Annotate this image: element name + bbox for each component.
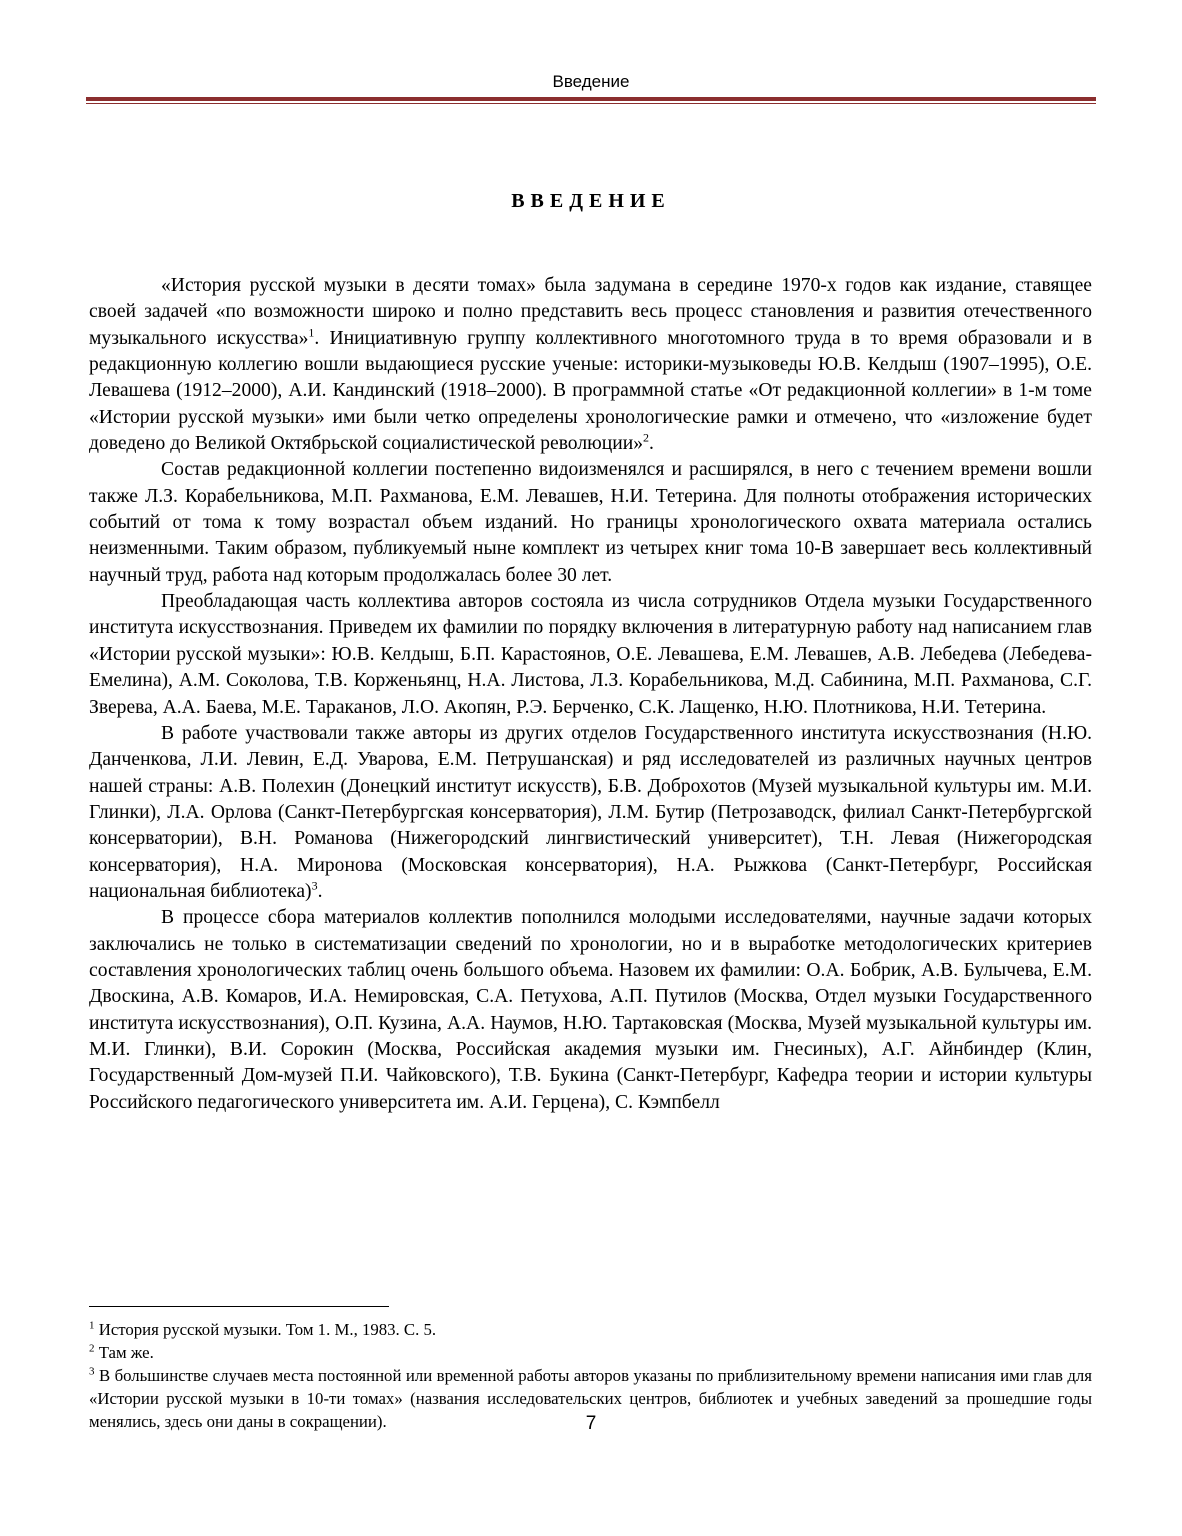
- paragraph: [89, 905, 1092, 1116]
- footnote-text: История русской музыки. Том 1. М., 1983. С. 5.: [94, 1320, 437, 1339]
- footnote-ref: 2: [643, 430, 650, 445]
- footnote-mark: 2: [89, 1342, 95, 1355]
- chapter-title: ВВЕДЕНИЕ: [511, 190, 671, 212]
- page-number: 7: [585, 1413, 597, 1434]
- footnote: [89, 1318, 1092, 1341]
- body-text: [89, 273, 1092, 1116]
- paragraph-text: Состав редакционной коллегии постепенно видоизменялся и расширялся, в него с течением времени вошли также Л.З. Корабельникова, М.П. Рахманова, Е.М. Левашев, Н.И. Тетерина. Для полноты отображения исторических событий от тома к тому возрастал объем изданий. Но границы хронологического охвата материала остались неизменными. Таким образом, публикуемый ныне комплект из четырех книг тома 10-В завершает весь коллективный научный труд, работа над которым продолжалась более 30 лет.: [89, 459, 1092, 586]
- footnote-ref: 1: [308, 325, 315, 340]
- paragraph-text: В процессе сбора материалов коллектив пополнился молодыми исследователями, научные задачи которых заключались не только в систематизации сведений по хронологии, но и в выработке методологических критериев составления хронологических таблиц очень большого объема. Назовем их фамилии: О.А. Бобрик, А.В. Булычева, Е.М. Двоскина, А.В. Комаров, И.А. Немировская, С.А. Петухова, А.П. Путилов (Москва, Отдел музыки Государственного института искусствознания), О.П. Кузина, А.А. Наумов, Н.Ю. Тартаковская (Москва, Музей музыкальной культуры им. М.И. Глинки), В.И. Сорокин (Москва, Российская академия музыки им. Гнесиных), А.Г. Айнбиндер (Клин, Государственный Дом-музей П.И. Чайковского), Т.В. Букина (Санкт-Петербург, Кафедра теории и истории культуры Российского педагогического университета им. А.И. Герцена), С. Кэмпбелл: [89, 907, 1092, 1113]
- footnote-mark: 1: [89, 1319, 95, 1332]
- footnote-mark: 3: [89, 1365, 95, 1378]
- paragraph-text: Преобладающая часть коллектива авторов состояла из числа сотрудников Отдела музыки Государственного института искусствознания. Приведем их фамилии по порядку включения в литературную работу над написанием глав «Истории русской музыки»: Ю.В. Келдыш, Б.П. Карастоянов, О.Е. Левашева, Е.М. Левашев, А.В. Лебедева (Лебедева-Емелина), А.М. Соколова, Т.В. Корженьянц, Н.А. Листова, Л.З. Корабельникова, М.Д. Сабинина, М.П. Рахманова, С.Г. Зверева, А.А. Баева, М.Е. Тараканов, Л.О. Акопян, Р.Э. Берченко, С.К. Лащенко, Н.Ю. Плотникова, Н.И. Тетерина.: [89, 591, 1092, 718]
- header-rule-thin: [86, 103, 1096, 104]
- paragraph-text: «История русской музыки в десяти томах» была задумана в середине 1970-х годов как издание, ставящее своей задачей «по возможности широко и полно представить весь процесс становления и развития отечественного музыкального искусства»: [89, 275, 1092, 349]
- paragraph-text: .: [649, 433, 654, 455]
- running-header: Введение: [552, 72, 630, 91]
- paragraph: [89, 273, 1092, 457]
- paragraph: [89, 721, 1092, 905]
- footnote-text: В большинстве случаев места постоянной или временной работы авторов указаны по приблизительному времени написания ими глав для «Истории русской музыки в 10-ти томах» (названия исследовательских центров, библиотек и учебных заведений за прошедшие годы менялись, здесь они даны в сокращении).: [89, 1366, 1092, 1431]
- paragraph-text: В работе участвовали также авторы из других отделов Государственного института искусствознания (Н.Ю. Данченкова, Л.И. Левин, Е.Д. Уварова, Е.М. Петрушанская) и ряд исследователей из различных научных центров нашей страны: А.В. Полехин (Донецкий институт искусств), Б.В. Доброхотов (Музей музыкальной культуры им. М.И. Глинки), Л.А. Орлова (Санкт-Петербургская консерватория), Л.М. Бутир (Петрозаводск, филиал Санкт-Петербургской консерватории), В.Н. Романова (Нижегородский лингвистический университет), Т.Н. Левая (Нижегородская консерватория), Н.А. Миронова (Московская консерватория), Н.А. Рыжкова (Санкт-Петербург, Российская национальная библиотека): [89, 722, 1092, 902]
- footnote-text: Там же.: [94, 1343, 154, 1362]
- paragraph: [89, 457, 1092, 589]
- paragraph-text: .: [317, 880, 323, 902]
- paragraph: [89, 589, 1092, 721]
- header-rule-thick: [86, 97, 1096, 101]
- footnote-separator: [89, 1306, 389, 1307]
- footnote: [89, 1341, 1092, 1364]
- paragraph-text: . Инициативную группу коллективного многотомного труда в то время образовали и в редакционную коллегию вошли выдающиеся русские ученые: историки-музыковеды Ю.В. Келдыш (1907–1995), О.Е. Левашева (1912–2000), А.И. Кандинский (1918–2000). В программной статье «От редакционной коллегии» в 1-м томе «Истории русской музыки» ими были четко определены хронологические рамки и отмечено, что «изложение будет доведено до Великой Октябрьской социалистической революции»: [89, 327, 1092, 455]
- footnote-ref: 3: [311, 878, 318, 893]
